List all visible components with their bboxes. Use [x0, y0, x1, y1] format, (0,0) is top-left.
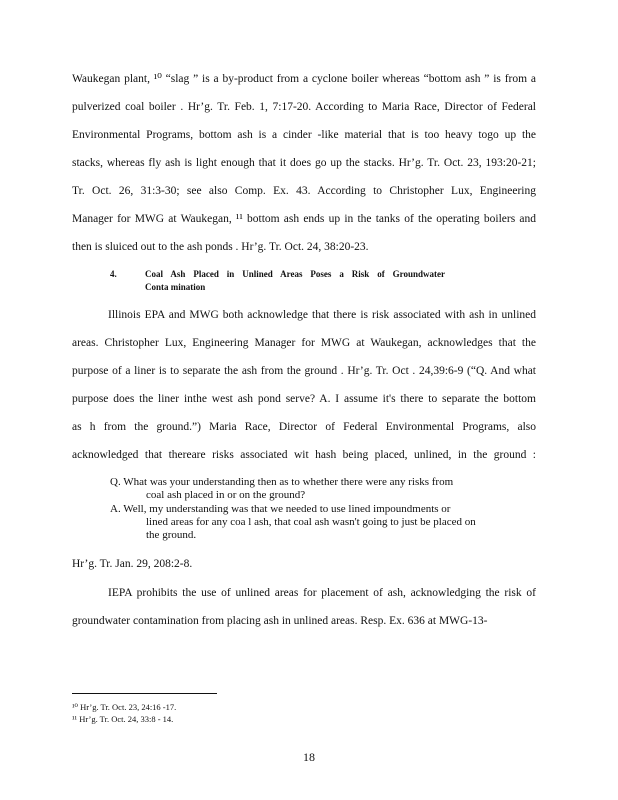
quote-question-line: coal ash placed in or on the ground?: [146, 489, 306, 501]
heading-number: 4.: [110, 269, 117, 279]
text-line: Manager for MWG at Waukegan, ¹¹ bottom ash ends up in the tanks of the operating boilers and: [72, 213, 536, 225]
text-line: areas. Christopher Lux, Engineering Manager for MWG at Waukegan, acknowledges that the: [72, 337, 536, 349]
text-line: pulverized coal boiler . Hr’g. Tr. Feb. 1, 7:17-20. According to Maria Race, Director of Federal: [72, 101, 536, 113]
text-line: IEPA prohibits the use of unlined areas for placement of ash, acknowledging the risk of: [108, 587, 536, 599]
text-line: purpose does the liner inthe west ash pond serve? A. I assume it's there to separate the bottom: [72, 393, 536, 405]
quote-answer-line: the ground.: [146, 529, 197, 541]
text-line: then is sluiced out to the ash ponds . Hr’g. Tr. Oct. 24, 38:20-23.: [72, 241, 369, 253]
heading-line: Conta mination: [145, 282, 206, 292]
text-line: stacks, whereas fly ash is light enough that it does go up the stacks. Hr’g. Tr. Oct. 23, 193:20-21;: [72, 157, 536, 169]
text-line: purpose of a liner is to separate the ash from the ground . Hr’g. Tr. Oct . 24,39:6-9 (“Q. And what: [72, 365, 536, 377]
text-line: Illinois EPA and MWG both acknowledge that there is risk associated with ash in unlined: [108, 309, 536, 321]
quote-question-line: Q. What was your understanding then as to whether there were any risks from: [110, 476, 454, 488]
text-line: as h from the ground.”) Maria Race, Director of Federal Environmental Programs, also: [72, 421, 536, 433]
footnote-divider: [72, 693, 217, 694]
text-line: acknowledged that thereare risks associated wit hash being placed, unlined, in the ground :: [72, 449, 536, 461]
quote-answer-line: lined areas for any coa l ash, that coal ash wasn't going to just be placed on: [146, 516, 476, 528]
citation: Hr’g. Tr. Jan. 29, 208:2-8.: [72, 558, 193, 570]
page-number: 18: [303, 750, 315, 764]
text-line: Tr. Oct. 26, 31:3-30; see also Comp. Ex. 43. According to Christopher Lux, Engineering: [72, 185, 536, 197]
text-line: Environmental Programs, bottom ash is a cinder -like material that is too heavy togo up the: [72, 129, 536, 141]
text-line: Waukegan plant, ¹⁰ “slag ” is a by-product from a cyclone boiler whereas “bottom ash ” is from a: [72, 73, 536, 85]
quote-answer-line: A. Well, my understanding was that we needed to use lined impoundments or: [110, 503, 451, 515]
footnote: ¹⁰ Hr’g. Tr. Oct. 23, 24:16 -17.: [72, 702, 177, 712]
footnote: ¹¹ Hr’g. Tr. Oct. 24, 33:8 - 14.: [72, 714, 174, 724]
heading-line: Coal Ash Placed in Unlined Areas Poses a Risk of Groundwater: [145, 269, 445, 279]
text-line: groundwater contamination from placing ash in unlined areas. Resp. Ex. 636 at MWG-13-: [72, 615, 488, 627]
